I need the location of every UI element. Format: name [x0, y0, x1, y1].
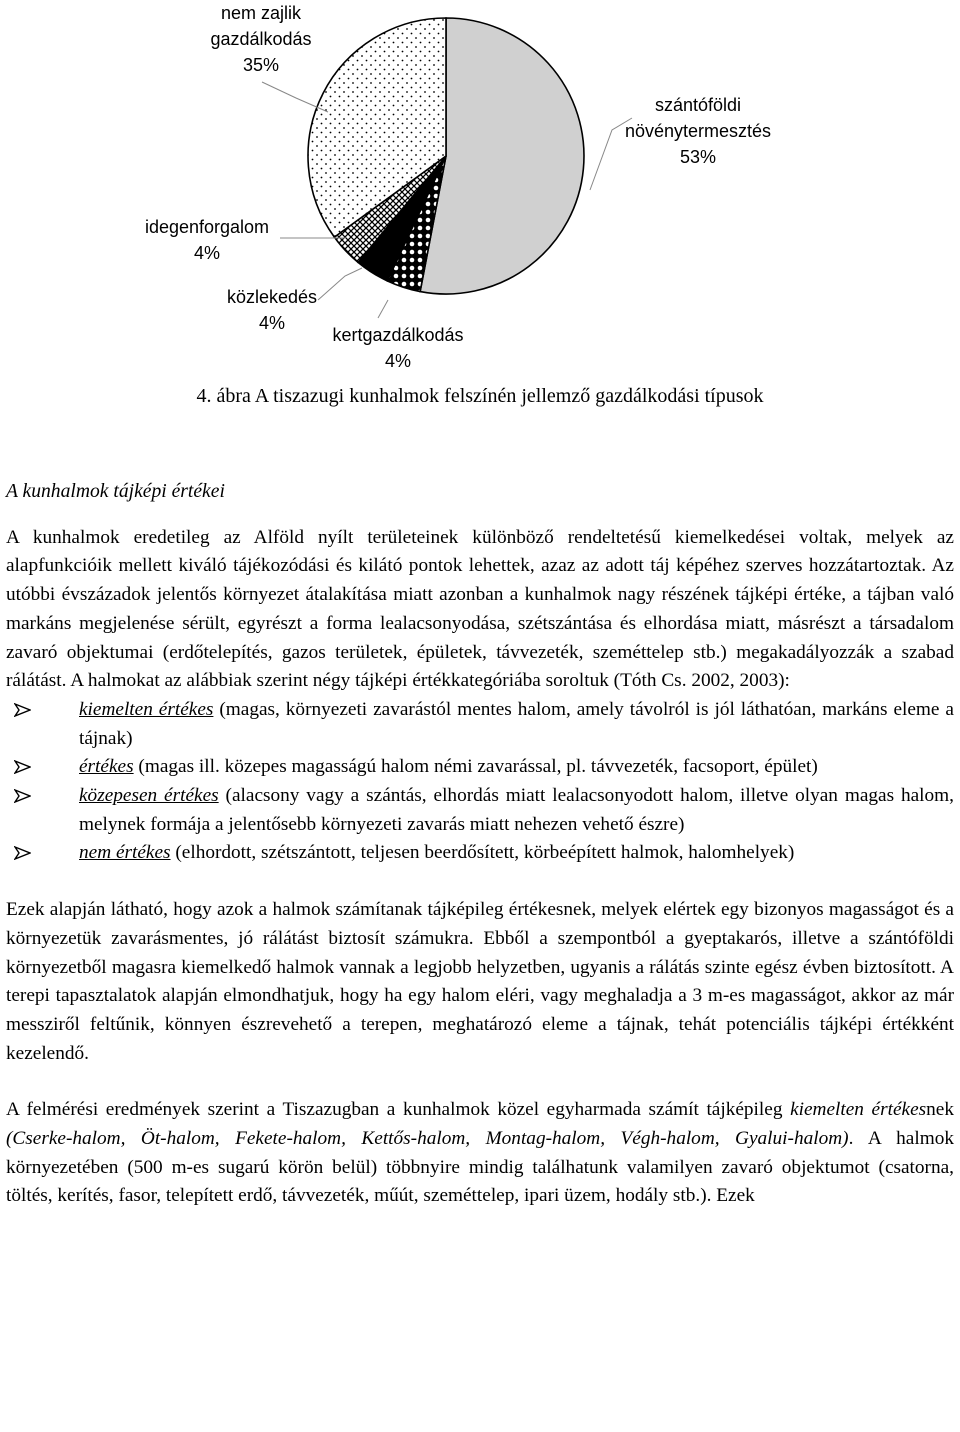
paragraph-3-text: A felmérési eredmények szerint a Tiszazugban a kunhalmok közel egyharmada számít tájképileg [6, 1099, 791, 1121]
list-text: (magas ill. közepes magasságú halom némi zavarással, pl. távvezeték, facsoport, épület) [133, 756, 818, 778]
paragraph-3-italic-term: kiemelten értékes [790, 1099, 927, 1121]
paragraph-3 [6, 1096, 954, 1211]
pie-chart [0, 0, 960, 380]
pie-slices [308, 18, 584, 294]
document-body [6, 478, 954, 1211]
list-term: kiemelten értékes [79, 698, 214, 720]
label-kozlekedes: közlekedés 4% [226, 287, 318, 333]
list-item [6, 753, 954, 782]
pie-chart-svg [0, 0, 960, 380]
list-text: (alacsony vagy a szántás, elhordás miatt lealacsonyodott halom, illetve olyan magas halom, melynek formája a jelentősebb környezeti zavarás miatt nehezen vehető észre) [79, 785, 954, 835]
paragraph-gap [6, 868, 954, 896]
paragraph-3-italic-list: (Cserke-halom, Öt-halom, Fekete-halom, Kettős-halom, Montag-halom, Végh-halom, Gyalui-halom) [6, 1128, 849, 1150]
paragraph-2: Ezek alapján látható, hogy azok a halmok számítanak tájképileg értékesnek, melyek elértek egy bizonyos magasságot és a környezetük zavarásmentes, jó rálátást biztosít számukra. Ebből a szempontból a gyeptakarós, illetve a szántóföldi környezetből magasra kiemelkedő halmok vannak a legjobb helyzetben, ugyanis a rálátás szinte egész évben biztosított. A terepi tapasztalatok alapján elmondhatjuk, hogy ha egy halom eléri, vagy meghaladja a 3 m-es magasságot, akkor az már messziről feltűnik, könnyen észrevehető a terepen, meghatározó eleme a tájnak, tehát potenciális tájképi értékként kezelendő. [6, 899, 954, 1064]
list-text: (elhordott, szétszántott, teljesen beerdősített, körbeépített halmok, halomhelyek) [170, 842, 795, 864]
label-idegenforgalom: idegenforgalom 4% [144, 217, 270, 263]
leader-line-nem-zajlik [262, 82, 328, 112]
list-term: nem értékes [79, 842, 171, 864]
category-list [6, 696, 954, 868]
arrowhead-bullet-icon [14, 846, 31, 860]
leader-line-kertgazdalkodas [378, 300, 388, 318]
paragraph-3-suffix: nek [926, 1099, 954, 1121]
list-item [6, 782, 954, 839]
arrowhead-bullet-icon [14, 760, 31, 774]
section-heading: A kunhalmok tájképi értékei [6, 481, 225, 502]
list-text: (magas, környezeti zavarástól mentes halom, amely távolról is jól láthatóan, markáns eleme a tájnak) [79, 698, 954, 749]
label-kertgazdalkodas: kertgazdálkodás 4% [332, 325, 464, 371]
list-term: közepesen értékes [79, 785, 219, 807]
label-nem-zajlik: nem zajlik gazdálkodás 35% [210, 3, 312, 75]
paragraph-gap [6, 1068, 954, 1096]
label-szantofoldi: szántóföldi növénytermesztés 53% [624, 95, 772, 167]
list-item [6, 696, 954, 753]
list-term: értékes [79, 756, 134, 778]
list-item [6, 839, 954, 868]
arrowhead-bullet-icon [14, 789, 31, 803]
paragraph-1: A kunhalmok eredetileg az Alföld nyílt területeinek különböző rendeltetésű kiemelkedései voltak, melyek az alapfunkcióik mellett kiváló tájékozódási és kilátó pontok lehettek, azaz az adott táj képéhez szerves hozzátartoztak. Az utóbbi évszázadok jelentős környezet átalakítása miatt azonban a kunhalmok nagy részének tájképi értéke, a tájban való markáns megjelenése sérült, egyrészt a forma lealacsonyodása, szétszántása és elhordása miatt, másrészt a társadalom zavaró objektumai (erdőtelepítés, gazos területek, épületek, távvezeték, szeméttelep stb.) megakadályozzák a szabad rálátást. A halmokat az alábbiak szerint négy tájképi értékkategóriába soroltuk (Tóth Cs. 2002, 2003): [6, 526, 954, 692]
figure-caption: 4. ábra A tiszazugi kunhalmok felszínén jellemző gazdálkodási típusok [196, 385, 764, 407]
arrowhead-bullet-icon [14, 703, 31, 717]
paragraph-3-rest: . A halmok környezetében (500 m-es sugarú körön belül) többnyire mindig találhatunk valamilyen zavaró objektumot (csatorna, töltés, kerítés, fasor, telepített erdő, távvezeték, műút, szeméttelep, ipari üzem, hodály stb.). Ezek [6, 1128, 954, 1207]
